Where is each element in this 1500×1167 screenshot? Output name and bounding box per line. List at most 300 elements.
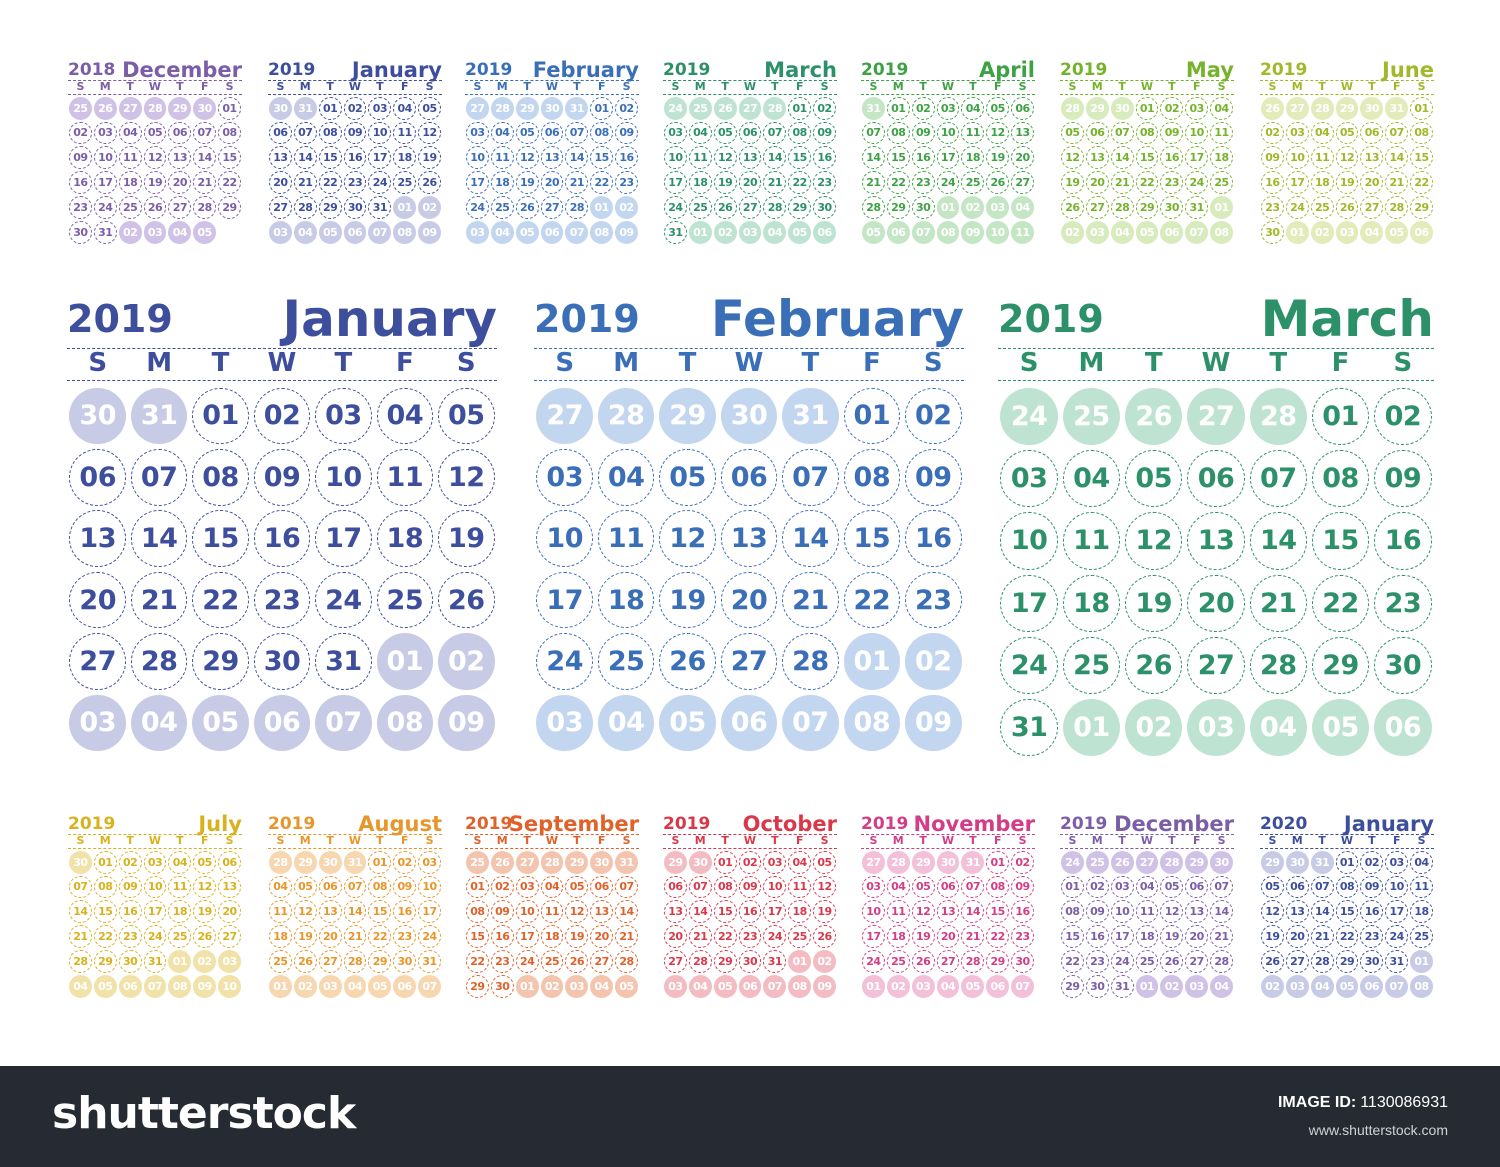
day-cell[interactable]: 21	[689, 925, 712, 948]
day-cell[interactable]: 01	[1136, 97, 1159, 120]
day-cell[interactable]: 14	[689, 900, 712, 923]
day-cell[interactable]: 15	[844, 510, 901, 567]
day-cell[interactable]: 03	[516, 876, 539, 899]
day-cell[interactable]: 29	[788, 196, 811, 219]
day-cell[interactable]: 10	[368, 122, 391, 145]
day-cell[interactable]: 19	[912, 925, 935, 948]
day-cell[interactable]: 10	[862, 900, 885, 923]
adjacent-day-cell[interactable]: 29	[664, 851, 687, 874]
day-cell[interactable]: 01	[788, 97, 811, 120]
day-cell[interactable]: 03	[466, 122, 489, 145]
day-cell[interactable]: 25	[1136, 950, 1159, 973]
day-cell[interactable]: 11	[1063, 512, 1120, 569]
day-cell[interactable]: 19	[193, 900, 216, 923]
adjacent-day-cell[interactable]: 27	[1187, 388, 1244, 445]
day-cell[interactable]: 03	[1286, 122, 1309, 145]
day-cell[interactable]: 15	[1410, 146, 1433, 169]
day-cell[interactable]: 25	[168, 925, 191, 948]
day-cell[interactable]: 18	[1311, 171, 1334, 194]
day-cell[interactable]: 18	[168, 900, 191, 923]
adjacent-day-cell[interactable]: 01	[590, 196, 613, 219]
adjacent-day-cell[interactable]: 02	[887, 975, 910, 998]
adjacent-day-cell[interactable]: 04	[344, 975, 367, 998]
adjacent-day-cell[interactable]: 27	[862, 851, 885, 874]
day-cell[interactable]: 13	[739, 146, 762, 169]
day-cell[interactable]: 26	[1336, 196, 1359, 219]
adjacent-day-cell[interactable]: 02	[438, 633, 495, 690]
day-cell[interactable]: 10	[1185, 122, 1208, 145]
day-cell[interactable]: 04	[119, 122, 142, 145]
day-cell[interactable]: 20	[1187, 575, 1244, 632]
day-cell[interactable]: 01	[844, 388, 901, 445]
adjacent-day-cell[interactable]: 27	[466, 97, 489, 120]
day-cell[interactable]: 24	[516, 950, 539, 973]
day-cell[interactable]: 12	[659, 510, 716, 567]
day-cell[interactable]: 16	[491, 925, 514, 948]
adjacent-day-cell[interactable]: 24	[1000, 388, 1057, 445]
day-cell[interactable]: 28	[1111, 196, 1134, 219]
day-cell[interactable]: 21	[193, 171, 216, 194]
day-cell[interactable]: 18	[1063, 575, 1120, 632]
adjacent-day-cell[interactable]: 05	[1385, 221, 1408, 244]
day-cell[interactable]: 29	[1061, 975, 1084, 998]
day-cell[interactable]: 25	[788, 925, 811, 948]
adjacent-day-cell[interactable]: 25	[1063, 388, 1120, 445]
day-cell[interactable]: 30	[344, 196, 367, 219]
adjacent-day-cell[interactable]: 05	[319, 221, 342, 244]
day-cell[interactable]: 30	[491, 975, 514, 998]
day-cell[interactable]: 23	[69, 196, 92, 219]
day-cell[interactable]: 27	[1286, 950, 1309, 973]
day-cell[interactable]: 25	[1210, 171, 1233, 194]
day-cell[interactable]: 14	[344, 900, 367, 923]
day-cell[interactable]: 19	[418, 146, 441, 169]
day-cell[interactable]: 13	[69, 510, 126, 567]
day-cell[interactable]: 09	[1160, 122, 1183, 145]
day-cell[interactable]: 31	[368, 196, 391, 219]
day-cell[interactable]: 22	[1136, 171, 1159, 194]
day-cell[interactable]: 08	[192, 449, 249, 506]
adjacent-day-cell[interactable]: 25	[69, 97, 92, 120]
day-cell[interactable]: 08	[788, 122, 811, 145]
day-cell[interactable]: 24	[1286, 196, 1309, 219]
day-cell[interactable]: 30	[1360, 950, 1383, 973]
adjacent-day-cell[interactable]: 05	[961, 975, 984, 998]
day-cell[interactable]: 05	[1125, 450, 1182, 507]
day-cell[interactable]: 20	[269, 171, 292, 194]
adjacent-day-cell[interactable]: 06	[393, 975, 416, 998]
day-cell[interactable]: 04	[393, 97, 416, 120]
day-cell[interactable]: 10	[763, 876, 786, 899]
day-cell[interactable]: 29	[94, 950, 117, 973]
day-cell[interactable]: 04	[1311, 122, 1334, 145]
day-cell[interactable]: 17	[1111, 925, 1134, 948]
day-cell[interactable]: 23	[1261, 196, 1284, 219]
day-cell[interactable]: 20	[1185, 925, 1208, 948]
day-cell[interactable]: 12	[986, 122, 1009, 145]
day-cell[interactable]: 02	[905, 388, 962, 445]
day-cell[interactable]: 24	[1111, 950, 1134, 973]
day-cell[interactable]: 06	[664, 876, 687, 899]
adjacent-day-cell[interactable]: 28	[887, 851, 910, 874]
adjacent-day-cell[interactable]: 02	[615, 196, 638, 219]
day-cell[interactable]: 07	[862, 122, 885, 145]
adjacent-day-cell[interactable]: 08	[1410, 975, 1433, 998]
day-cell[interactable]: 12	[1061, 146, 1084, 169]
day-cell[interactable]: 10	[1000, 512, 1057, 569]
day-cell[interactable]: 13	[319, 900, 342, 923]
day-cell[interactable]: 20	[218, 900, 241, 923]
day-cell[interactable]: 26	[294, 950, 317, 973]
day-cell[interactable]: 11	[168, 876, 191, 899]
day-cell[interactable]: 02	[1374, 388, 1431, 445]
day-cell[interactable]: 18	[961, 146, 984, 169]
day-cell[interactable]: 05	[1261, 876, 1284, 899]
adjacent-day-cell[interactable]: 30	[69, 851, 92, 874]
day-cell[interactable]: 07	[1385, 122, 1408, 145]
adjacent-day-cell[interactable]: 30	[541, 97, 564, 120]
day-cell[interactable]: 05	[193, 851, 216, 874]
day-cell[interactable]: 19	[659, 572, 716, 629]
day-cell[interactable]: 17	[937, 146, 960, 169]
adjacent-day-cell[interactable]: 31	[565, 97, 588, 120]
adjacent-day-cell[interactable]: 04	[590, 975, 613, 998]
adjacent-day-cell[interactable]: 31	[961, 851, 984, 874]
day-cell[interactable]: 16	[739, 900, 762, 923]
day-cell[interactable]: 01	[1312, 388, 1369, 445]
adjacent-day-cell[interactable]: 08	[788, 975, 811, 998]
day-cell[interactable]: 24	[664, 196, 687, 219]
adjacent-day-cell[interactable]: 04	[1210, 975, 1233, 998]
day-cell[interactable]: 23	[254, 572, 311, 629]
day-cell[interactable]: 19	[516, 171, 539, 194]
adjacent-day-cell[interactable]: 28	[1250, 388, 1307, 445]
day-cell[interactable]: 21	[782, 572, 839, 629]
day-cell[interactable]: 06	[1286, 876, 1309, 899]
day-cell[interactable]: 07	[344, 876, 367, 899]
day-cell[interactable]: 24	[1385, 925, 1408, 948]
adjacent-day-cell[interactable]: 04	[1360, 221, 1383, 244]
adjacent-day-cell[interactable]: 01	[689, 221, 712, 244]
day-cell[interactable]: 04	[1063, 450, 1120, 507]
day-cell[interactable]: 15	[1336, 900, 1359, 923]
day-cell[interactable]: 26	[813, 925, 836, 948]
day-cell[interactable]: 18	[1210, 146, 1233, 169]
day-cell[interactable]: 23	[905, 572, 962, 629]
day-cell[interactable]: 20	[319, 925, 342, 948]
adjacent-day-cell[interactable]: 09	[905, 695, 962, 752]
day-cell[interactable]: 06	[1185, 876, 1208, 899]
day-cell[interactable]: 04	[689, 122, 712, 145]
adjacent-day-cell[interactable]: 08	[377, 695, 434, 752]
adjacent-day-cell[interactable]: 27	[536, 388, 593, 445]
day-cell[interactable]: 09	[905, 449, 962, 506]
day-cell[interactable]: 06	[541, 122, 564, 145]
adjacent-day-cell[interactable]: 30	[269, 97, 292, 120]
day-cell[interactable]: 18	[393, 146, 416, 169]
day-cell[interactable]: 27	[319, 950, 342, 973]
adjacent-day-cell[interactable]: 26	[1111, 851, 1134, 874]
adjacent-day-cell[interactable]: 25	[466, 851, 489, 874]
day-cell[interactable]: 19	[813, 900, 836, 923]
day-cell[interactable]: 09	[344, 122, 367, 145]
day-cell[interactable]: 29	[1136, 196, 1159, 219]
day-cell[interactable]: 08	[368, 876, 391, 899]
day-cell[interactable]: 19	[565, 925, 588, 948]
day-cell[interactable]: 12	[1125, 512, 1182, 569]
adjacent-day-cell[interactable]: 07	[315, 695, 372, 752]
adjacent-day-cell[interactable]: 01	[1286, 221, 1309, 244]
day-cell[interactable]: 16	[1261, 171, 1284, 194]
day-cell[interactable]: 20	[739, 171, 762, 194]
day-cell[interactable]: 29	[1410, 196, 1433, 219]
day-cell[interactable]: 25	[491, 196, 514, 219]
day-cell[interactable]: 29	[218, 196, 241, 219]
day-cell[interactable]: 08	[714, 876, 737, 899]
day-cell[interactable]: 07	[294, 122, 317, 145]
day-cell[interactable]: 07	[131, 449, 188, 506]
adjacent-day-cell[interactable]: 07	[782, 695, 839, 752]
day-cell[interactable]: 17	[315, 510, 372, 567]
adjacent-day-cell[interactable]: 29	[294, 851, 317, 874]
day-cell[interactable]: 08	[1061, 900, 1084, 923]
adjacent-day-cell[interactable]: 30	[69, 388, 126, 445]
day-cell[interactable]: 27	[69, 633, 126, 690]
day-cell[interactable]: 03	[937, 97, 960, 120]
day-cell[interactable]: 04	[1410, 851, 1433, 874]
day-cell[interactable]: 09	[1086, 900, 1109, 923]
day-cell[interactable]: 23	[491, 950, 514, 973]
day-cell[interactable]: 12	[144, 146, 167, 169]
day-cell[interactable]: 08	[1410, 122, 1433, 145]
day-cell[interactable]: 22	[192, 572, 249, 629]
day-cell[interactable]: 08	[319, 122, 342, 145]
day-cell[interactable]: 14	[615, 900, 638, 923]
day-cell[interactable]: 24	[418, 925, 441, 948]
day-cell[interactable]: 27	[739, 196, 762, 219]
day-cell[interactable]: 21	[344, 925, 367, 948]
day-cell[interactable]: 22	[590, 171, 613, 194]
day-cell[interactable]: 16	[813, 146, 836, 169]
day-cell[interactable]: 28	[1385, 196, 1408, 219]
adjacent-day-cell[interactable]: 03	[536, 695, 593, 752]
adjacent-day-cell[interactable]: 03	[69, 695, 126, 752]
day-cell[interactable]: 27	[664, 950, 687, 973]
day-cell[interactable]: 09	[491, 900, 514, 923]
adjacent-day-cell[interactable]: 29	[565, 851, 588, 874]
adjacent-day-cell[interactable]: 28	[1160, 851, 1183, 874]
adjacent-day-cell[interactable]: 09	[813, 975, 836, 998]
day-cell[interactable]: 17	[664, 171, 687, 194]
day-cell[interactable]: 01	[887, 97, 910, 120]
adjacent-day-cell[interactable]: 25	[689, 97, 712, 120]
adjacent-day-cell[interactable]: 02	[961, 196, 984, 219]
day-cell[interactable]: 29	[714, 950, 737, 973]
adjacent-day-cell[interactable]: 02	[1311, 221, 1334, 244]
day-cell[interactable]: 07	[69, 876, 92, 899]
day-cell[interactable]: 28	[193, 196, 216, 219]
day-cell[interactable]: 26	[438, 572, 495, 629]
day-cell[interactable]: 28	[69, 950, 92, 973]
day-cell[interactable]: 24	[144, 925, 167, 948]
adjacent-day-cell[interactable]: 28	[491, 97, 514, 120]
day-cell[interactable]: 03	[862, 876, 885, 899]
day-cell[interactable]: 07	[782, 449, 839, 506]
adjacent-day-cell[interactable]: 03	[1336, 221, 1359, 244]
adjacent-day-cell[interactable]: 06	[813, 221, 836, 244]
day-cell[interactable]: 23	[739, 925, 762, 948]
day-cell[interactable]: 12	[912, 900, 935, 923]
adjacent-day-cell[interactable]: 05	[788, 221, 811, 244]
day-cell[interactable]: 27	[1185, 950, 1208, 973]
day-cell[interactable]: 17	[1286, 171, 1309, 194]
day-cell[interactable]: 20	[541, 171, 564, 194]
day-cell[interactable]: 21	[294, 171, 317, 194]
day-cell[interactable]: 19	[438, 510, 495, 567]
day-cell[interactable]: 21	[961, 925, 984, 948]
adjacent-day-cell[interactable]: 24	[1061, 851, 1084, 874]
day-cell[interactable]: 07	[193, 122, 216, 145]
adjacent-day-cell[interactable]: 08	[937, 221, 960, 244]
day-cell[interactable]: 10	[937, 122, 960, 145]
adjacent-day-cell[interactable]: 02	[193, 950, 216, 973]
day-cell[interactable]: 15	[986, 900, 1009, 923]
day-cell[interactable]: 20	[69, 572, 126, 629]
day-cell[interactable]: 31	[1000, 699, 1057, 756]
adjacent-day-cell[interactable]: 06	[739, 975, 762, 998]
adjacent-day-cell[interactable]: 30	[590, 851, 613, 874]
day-cell[interactable]: 27	[937, 950, 960, 973]
day-cell[interactable]: 01	[1061, 876, 1084, 899]
day-cell[interactable]: 11	[119, 146, 142, 169]
day-cell[interactable]: 21	[763, 171, 786, 194]
adjacent-day-cell[interactable]: 02	[813, 950, 836, 973]
day-cell[interactable]: 14	[565, 146, 588, 169]
day-cell[interactable]: 13	[1187, 512, 1244, 569]
day-cell[interactable]: 28	[782, 633, 839, 690]
day-cell[interactable]: 02	[69, 122, 92, 145]
day-cell[interactable]: 30	[1261, 221, 1284, 244]
day-cell[interactable]: 01	[319, 97, 342, 120]
day-cell[interactable]: 17	[1385, 900, 1408, 923]
day-cell[interactable]: 31	[763, 950, 786, 973]
adjacent-day-cell[interactable]: 03	[664, 975, 687, 998]
adjacent-day-cell[interactable]: 28	[1311, 97, 1334, 120]
day-cell[interactable]: 31	[315, 633, 372, 690]
day-cell[interactable]: 04	[168, 851, 191, 874]
day-cell[interactable]: 26	[986, 171, 1009, 194]
adjacent-day-cell[interactable]: 05	[1312, 699, 1369, 756]
adjacent-day-cell[interactable]: 06	[119, 975, 142, 998]
day-cell[interactable]: 24	[937, 171, 960, 194]
adjacent-day-cell[interactable]: 26	[1125, 388, 1182, 445]
day-cell[interactable]: 09	[393, 876, 416, 899]
adjacent-day-cell[interactable]: 07	[565, 221, 588, 244]
day-cell[interactable]: 02	[1086, 876, 1109, 899]
day-cell[interactable]: 30	[912, 196, 935, 219]
day-cell[interactable]: 10	[466, 146, 489, 169]
day-cell[interactable]: 02	[119, 851, 142, 874]
adjacent-day-cell[interactable]: 07	[144, 975, 167, 998]
day-cell[interactable]: 29	[192, 633, 249, 690]
day-cell[interactable]: 31	[1385, 950, 1408, 973]
day-cell[interactable]: 17	[144, 900, 167, 923]
day-cell[interactable]: 06	[168, 122, 191, 145]
day-cell[interactable]: 02	[1160, 97, 1183, 120]
adjacent-day-cell[interactable]: 06	[1160, 221, 1183, 244]
day-cell[interactable]: 11	[269, 900, 292, 923]
day-cell[interactable]: 14	[862, 146, 885, 169]
day-cell[interactable]: 22	[368, 925, 391, 948]
day-cell[interactable]: 06	[937, 876, 960, 899]
day-cell[interactable]: 28	[961, 950, 984, 973]
day-cell[interactable]: 04	[1210, 97, 1233, 120]
day-cell[interactable]: 08	[986, 876, 1009, 899]
adjacent-day-cell[interactable]: 02	[905, 633, 962, 690]
day-cell[interactable]: 29	[466, 975, 489, 998]
day-cell[interactable]: 21	[1250, 575, 1307, 632]
day-cell[interactable]: 13	[168, 146, 191, 169]
day-cell[interactable]: 11	[491, 146, 514, 169]
adjacent-day-cell[interactable]: 05	[192, 695, 249, 752]
day-cell[interactable]: 14	[294, 146, 317, 169]
adjacent-day-cell[interactable]: 06	[1360, 975, 1383, 998]
day-cell[interactable]: 08	[466, 900, 489, 923]
day-cell[interactable]: 15	[1061, 925, 1084, 948]
adjacent-day-cell[interactable]: 06	[986, 975, 1009, 998]
adjacent-day-cell[interactable]: 01	[1063, 699, 1120, 756]
day-cell[interactable]: 02	[739, 851, 762, 874]
day-cell[interactable]: 14	[782, 510, 839, 567]
day-cell[interactable]: 27	[269, 196, 292, 219]
adjacent-day-cell[interactable]: 06	[887, 221, 910, 244]
day-cell[interactable]: 16	[1086, 925, 1109, 948]
day-cell[interactable]: 13	[1360, 146, 1383, 169]
adjacent-day-cell[interactable]: 07	[763, 975, 786, 998]
day-cell[interactable]: 18	[1136, 925, 1159, 948]
day-cell[interactable]: 09	[813, 122, 836, 145]
day-cell[interactable]: 15	[466, 925, 489, 948]
adjacent-day-cell[interactable]: 27	[739, 97, 762, 120]
day-cell[interactable]: 25	[598, 633, 655, 690]
day-cell[interactable]: 24	[1185, 171, 1208, 194]
day-cell[interactable]: 26	[565, 950, 588, 973]
day-cell[interactable]: 01	[714, 851, 737, 874]
day-cell[interactable]: 20	[590, 925, 613, 948]
day-cell[interactable]: 16	[1011, 900, 1034, 923]
day-cell[interactable]: 10	[536, 510, 593, 567]
day-cell[interactable]: 23	[615, 171, 638, 194]
day-cell[interactable]: 11	[1136, 900, 1159, 923]
day-cell[interactable]: 26	[714, 196, 737, 219]
adjacent-day-cell[interactable]: 07	[912, 221, 935, 244]
day-cell[interactable]: 20	[937, 925, 960, 948]
day-cell[interactable]: 04	[788, 851, 811, 874]
day-cell[interactable]: 02	[344, 97, 367, 120]
day-cell[interactable]: 22	[1061, 950, 1084, 973]
day-cell[interactable]: 11	[1311, 146, 1334, 169]
day-cell[interactable]: 02	[393, 851, 416, 874]
adjacent-day-cell[interactable]: 08	[393, 221, 416, 244]
adjacent-day-cell[interactable]: 06	[721, 695, 778, 752]
day-cell[interactable]: 05	[1336, 122, 1359, 145]
day-cell[interactable]: 19	[1061, 171, 1084, 194]
adjacent-day-cell[interactable]: 03	[739, 221, 762, 244]
day-cell[interactable]: 14	[961, 900, 984, 923]
day-cell[interactable]: 23	[344, 171, 367, 194]
day-cell[interactable]: 20	[721, 572, 778, 629]
day-cell[interactable]: 23	[1360, 925, 1383, 948]
